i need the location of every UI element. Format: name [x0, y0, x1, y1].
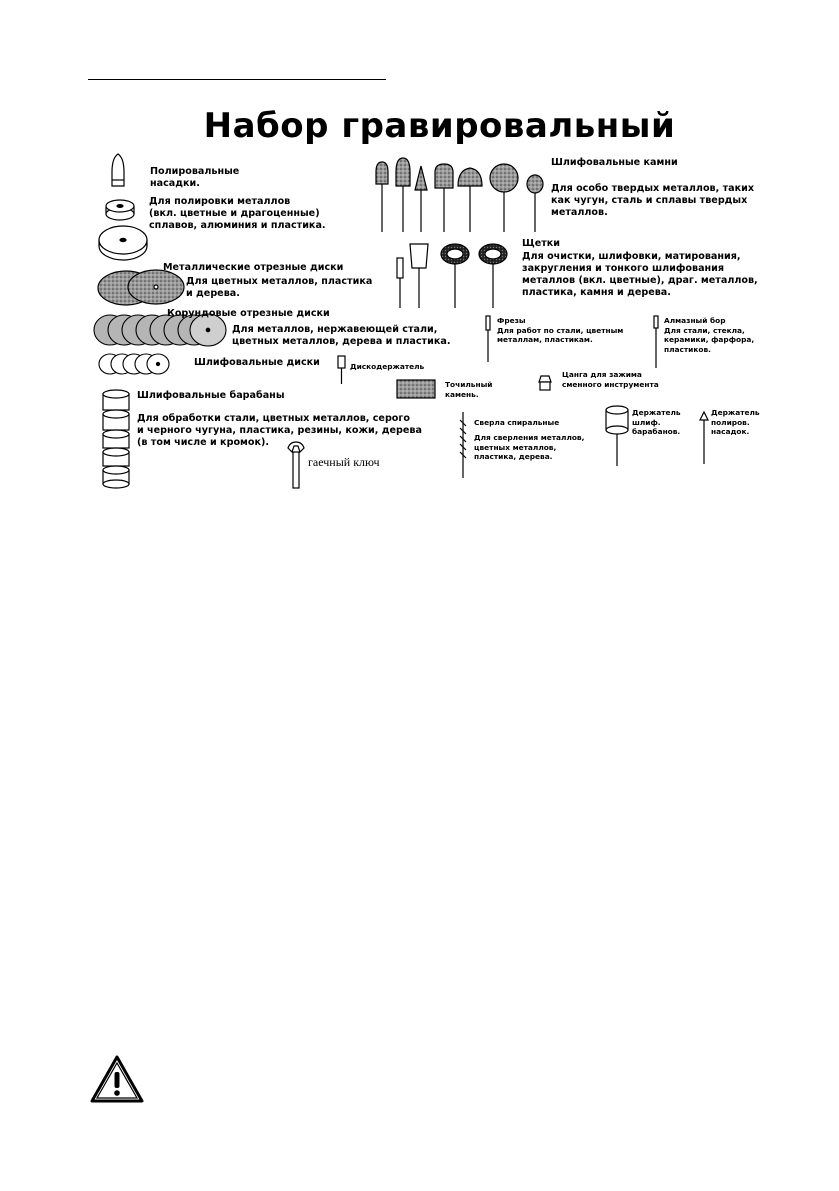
label-disc-holder: Дискодержатель — [350, 362, 425, 371]
warning-triangle-icon — [90, 1055, 144, 1103]
cutter-icon — [486, 316, 490, 362]
label-polishing-tips: Полировальные насадки. — [150, 166, 240, 189]
label-grinding-stones-title: Шлифовальные камни — [551, 157, 678, 168]
label-diamond-bit: Алмазный бор Для стали, стекла, керамики, фарфора, пластиков. — [664, 316, 755, 354]
label-drum-holder: Держатель шлиф. барабанов. — [632, 408, 681, 437]
label-grinding-stones-desc: Для особо твердых металлов, таких как чугун, сталь и сплавы твердых металлов. — [551, 183, 755, 218]
label-sharpening-stone: Точильный камень. — [445, 380, 493, 399]
label-wrench: гаечный ключ — [308, 455, 380, 469]
label-metal-cutoff-discs-title: Металлические отрезные диски — [163, 262, 344, 273]
twist-drill-icon — [460, 412, 466, 478]
label-tip-holder: Держатель полиров. насадок. — [711, 408, 760, 437]
diamond-bit-icon — [654, 316, 658, 368]
drum-holder-icon — [606, 406, 628, 466]
disc-holder-icon — [338, 356, 345, 384]
grinding-discs-icon — [99, 354, 169, 374]
felt-wheel-large-icon — [99, 226, 147, 260]
metal-cutoff-discs-icon — [98, 270, 184, 305]
tip-holder-icon — [700, 412, 708, 464]
label-corundum-discs-title: Корундовые отрезные диски — [167, 308, 330, 319]
label-twist-drills-desc: Для сверления металлов, цветных металлов, пластика, дерева. — [474, 433, 585, 462]
collet-icon — [539, 376, 551, 390]
polishing-tip-icon — [112, 154, 124, 186]
sharpening-stone-icon — [397, 380, 435, 398]
label-cutters: Фрезы Для работ по стали, цветным металлам, пластикам. — [497, 316, 624, 345]
page-title: Набор гравировальный — [203, 106, 676, 146]
grinding-drums-icon — [103, 390, 129, 488]
label-grinding-discs: Шлифовальные диски — [194, 357, 320, 368]
label-polishing-metals: Для полировки металлов (вкл. цветные и драгоценные) сплавов, алюминия и пластика. — [149, 196, 326, 231]
label-metal-cutoff-discs-desc: Для цветных металлов, пластика и дерева. — [186, 276, 373, 299]
label-brushes-desc: Для очистки, шлифовки, матирования, закругления и тонкого шлифования металлов (вкл. цветные), драг. металлов, пластика, камня и дерева. — [522, 251, 758, 298]
label-brushes-title: Щетки — [522, 238, 561, 249]
grinding-stones-icon — [376, 158, 543, 232]
label-collet: Цанга для зажима сменного инструмента — [562, 370, 659, 389]
felt-wheel-small-icon — [106, 200, 134, 220]
label-grinding-drums-desc: Для обработки стали, цветных металлов, серого и черного чугуна, пластика, резины, кожи, дерева (в том числе и кромок). — [137, 413, 422, 448]
brushes-icon — [397, 244, 507, 308]
label-grinding-drums-title: Шлифовальные барабаны — [137, 390, 285, 401]
label-twist-drills-title: Сверла спиральные — [474, 418, 560, 427]
label-corundum-discs-desc: Для металлов, нержавеющей стали, цветных металлов, дерева и пластика. — [232, 324, 451, 347]
